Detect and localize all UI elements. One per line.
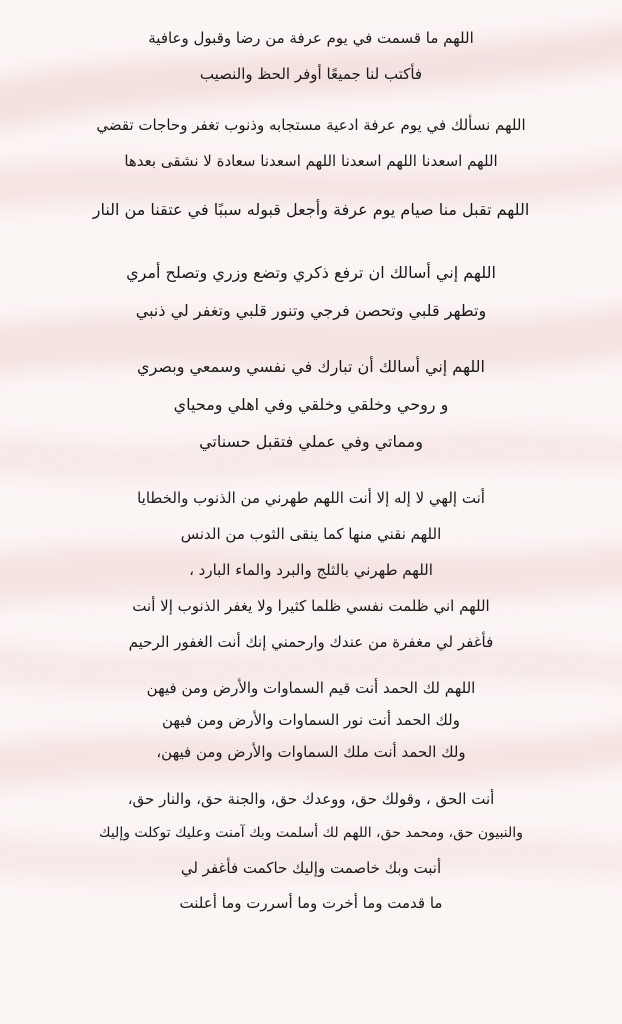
dua-line: ما قدمت وما أخرت وما أسررت وما أعلنت — [179, 894, 443, 912]
dua-line: أنت إلهي لا إله إلا أنت اللهم طهرني من الذنوب والخطايا — [137, 489, 485, 507]
dua-line: اللهم تقبل منا صيام يوم عرفة وأجعل قبوله سببًا في عتقنا من النار — [92, 200, 530, 219]
dua-line: اللهم طهرني بالثلج والبرد والماء البارد ، — [189, 561, 433, 579]
dua-line: اللهم لك الحمد أنت قيم السماوات والأرض ومن فيهن — [146, 679, 476, 697]
dua-line: اللهم ما قسمت في يوم عرفة من رضا وقبول وعافية — [148, 29, 474, 47]
dua-line: فأكتب لنا جميعًا أوفر الحظ والنصيب — [199, 65, 423, 83]
dua-line: اللهم نقني منها كما ينقى الثوب من الدنس — [180, 525, 442, 543]
dua-line: اللهم إني أسالك أن تبارك في نفسي وسمعي وبصري — [137, 357, 485, 376]
dua-line: والنبيون حق، ومحمد حق، اللهم لك أسلمت وبك آمنت وعليك توكلت وإليك — [99, 825, 523, 841]
dua-line: و روحي وخلقي وخلقي وفي اهلي ومحياي — [173, 395, 449, 414]
dua-line: ولك الحمد أنت ملك السماوات والأرض ومن فيهن، — [156, 743, 466, 761]
dua-line: اللهم اسعدنا اللهم اسعدنا اللهم اسعدنا سعادة لا نشقى بعدها — [124, 152, 498, 170]
dua-line: اللهم نسألك في يوم عرفة ادعية مستجابه وذنوب تغفر وحاجات تقضي — [96, 116, 526, 134]
dua-line: اللهم اني ظلمت نفسي ظلما كثيرا ولا يغفر الذنوب إلا أنت — [132, 597, 490, 615]
dua-line: أنبت وبك خاصمت وإليك حاكمت فأغفر لي — [180, 859, 442, 877]
dua-line: اللهم إني أسالك ان ترفع ذكري وتضع وزري وتصلح أمري — [126, 263, 496, 282]
dua-line: ولك الحمد أنت نور السماوات والأرض ومن فيهن — [161, 711, 460, 729]
dua-line: ومماتي وفي عملي فتقبل حسناتي — [199, 432, 423, 451]
dua-line: فأغفر لي مغفرة من عندك وارحمني إنك أنت الغفور الرحيم — [128, 633, 494, 651]
dua-line: وتطهر قلبي وتحصن فرجي وتنور قلبي وتغفر لي ذنبي — [135, 301, 487, 320]
dua-line: أنت الحق ، وقولك حق، ووعدك حق، والجنة حق، والنار حق، — [127, 790, 495, 808]
